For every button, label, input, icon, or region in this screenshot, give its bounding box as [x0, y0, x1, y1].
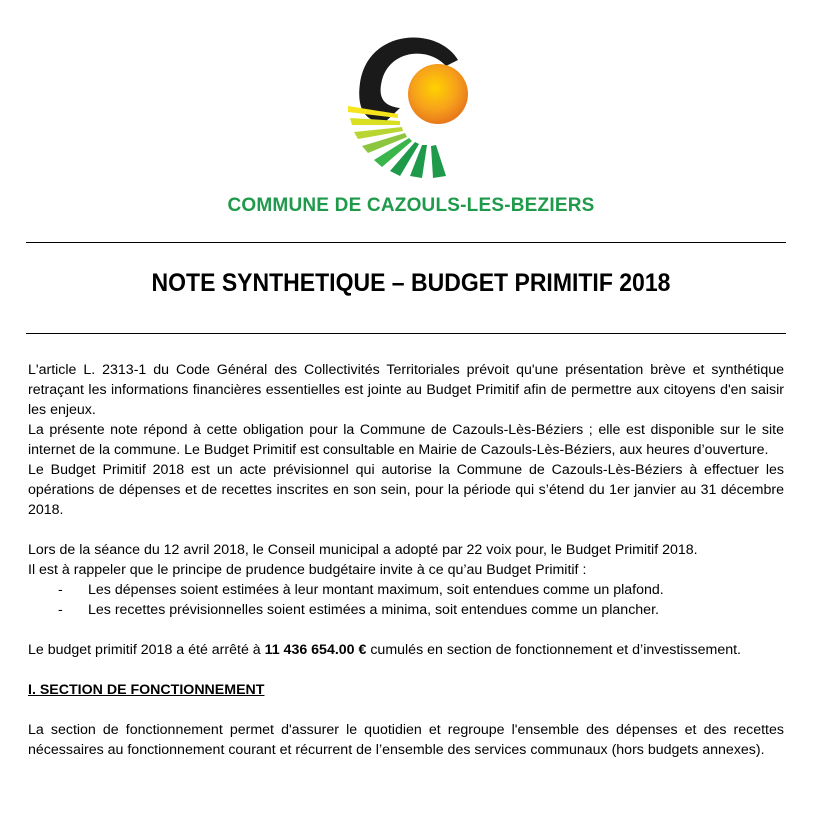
document-title: NOTE SYNTHETIQUE – BUDGET PRIMITIF 2018 — [151, 269, 671, 297]
bullet-dash: - — [58, 602, 63, 618]
commune-logo — [338, 28, 478, 178]
divider-top — [26, 242, 786, 243]
adoption-paragraph: Lors de la séance du 12 avril 2018, le Conseil municipal a adopté par 22 voix pour, le Budget Primitif 2018. — [28, 542, 698, 558]
prudence-list — [28, 580, 784, 620]
document-body — [28, 360, 784, 760]
bullet-dash: - — [58, 582, 63, 598]
section-heading: I. SECTION DE FONCTIONNEMENT — [28, 682, 265, 698]
prudence-paragraph: Il est à rappeler que le principe de prudence budgétaire invite à ce qu’au Budget Primitif : — [28, 562, 587, 578]
total-budget-paragraph: Le budget primitif 2018 a été arrêté à 11 436 654.00 € cumulés en section de fonctionnement et d’investissement. — [28, 642, 741, 658]
intro-paragraph-1: L'article L. 2313-1 du Code Général des Collectivités Territoriales prévoit qu'une présentation brève et synthétique retraçant les informations financières essentielles est jointe au Budget Primitif afin de permettre aux citoyens d'en saisir les enjeux. — [28, 362, 784, 418]
list-item: - Les recettes prévisionnelles soient estimées a minima, soit entendues comme un plancher. — [58, 602, 659, 618]
total-budget-amount: 11 436 654.00 € — [264, 642, 367, 658]
list-item: - Les dépenses soient estimées à leur montant maximum, soit entendues comme un plafond. — [58, 582, 664, 598]
intro-paragraph-3: Le Budget Primitif 2018 est un acte prévisionnel qui autorise la Commune de Cazouls-Lès-Béziers à effectuer les opérations de dépenses et de recettes inscrites en son sein, pour la période qui s’étend du 1er janvier au 31 décembre 2018. — [28, 462, 784, 518]
divider-bottom — [26, 333, 786, 334]
logo-sun — [408, 64, 468, 124]
section-paragraph: La section de fonctionnement permet d'assurer le quotidien et regroupe l'ensemble des dépenses et des recettes nécessaires au fonctionnement courant et récurrent de l’ensemble des services communaux (hors budgets annexes). — [28, 722, 784, 758]
commune-name: COMMUNE DE CAZOULS-LES-BEZIERS — [227, 195, 595, 216]
intro-paragraph-2: La présente note répond à cette obligation pour la Commune de Cazouls-Lès-Béziers ; elle est disponible sur le site internet de la commune. Le Budget Primitif est consultable en Mairie de Cazouls-Lès-Béziers, aux heures d’ouverture. — [28, 422, 784, 458]
